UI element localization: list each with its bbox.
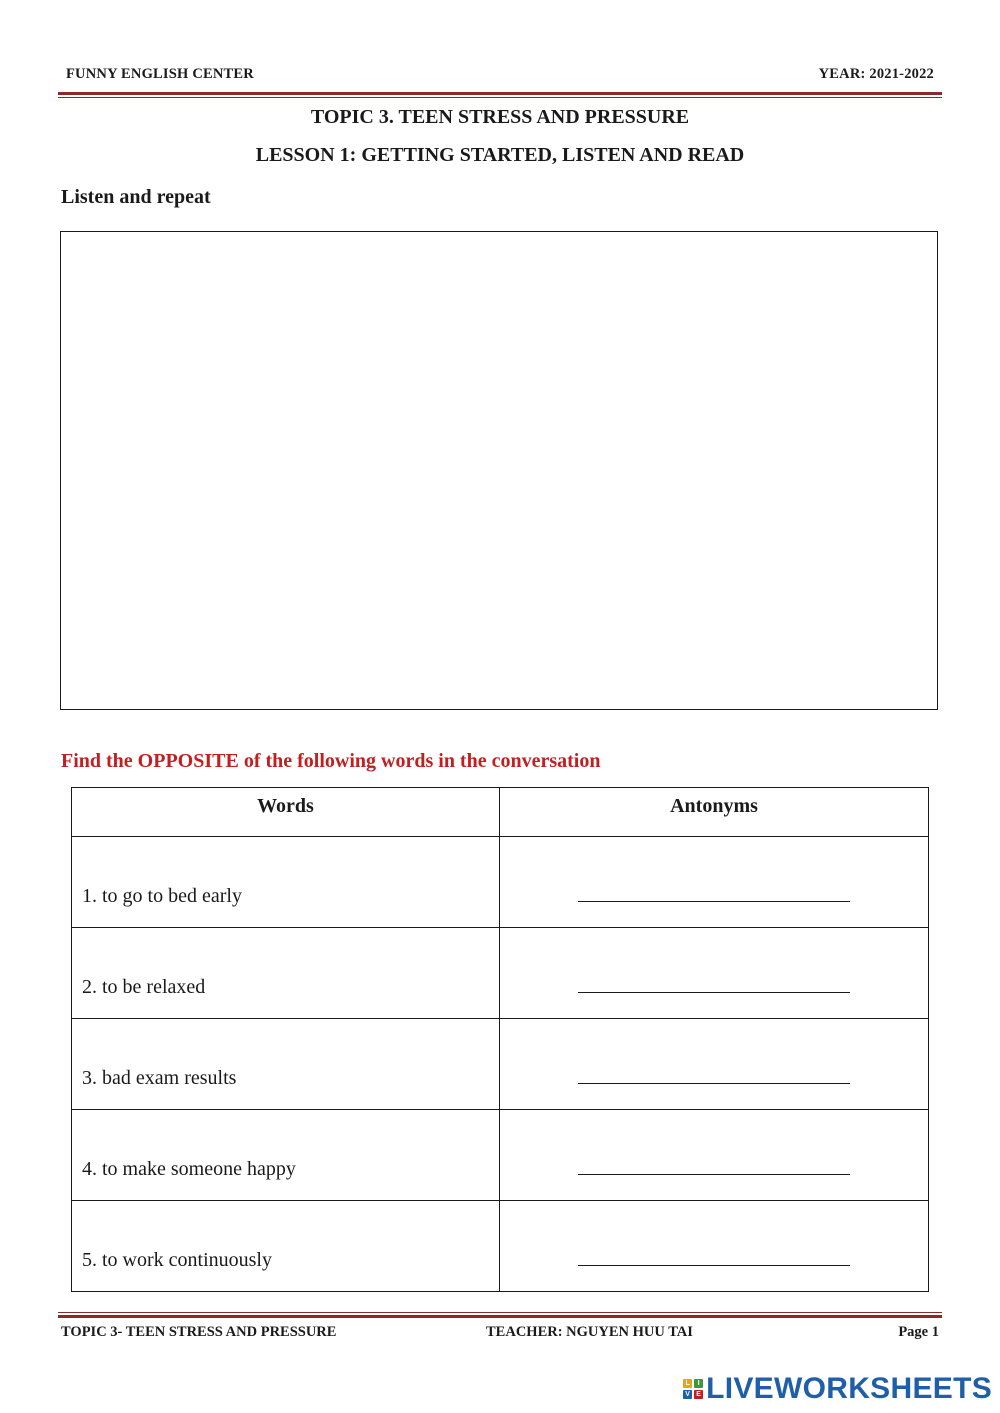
answer-input-5[interactable]	[578, 1245, 850, 1266]
word-cell	[72, 1019, 500, 1110]
table-row	[72, 837, 929, 928]
topic-title: TOPIC 3. TEEN STRESS AND PRESSURE	[310, 106, 690, 128]
liveworksheets-brand[interactable]	[683, 1372, 992, 1406]
table-row	[72, 1019, 929, 1110]
logo-tile: E	[694, 1390, 703, 1399]
media-placeholder-box[interactable]	[60, 231, 938, 710]
header-divider-thin	[58, 97, 942, 98]
footer-divider-thin	[58, 1312, 942, 1313]
answer-cell	[500, 1110, 929, 1201]
word-cell	[72, 928, 500, 1019]
answer-cell	[500, 928, 929, 1019]
liveworksheets-logo-icon	[683, 1379, 703, 1399]
brand-name: LIVEWORKSHEETS	[706, 1372, 992, 1405]
lesson-title: LESSON 1: GETTING STARTED, LISTEN AND READ	[255, 144, 745, 166]
answer-input-2[interactable]	[578, 972, 850, 993]
header-year: YEAR: 2021-2022	[818, 66, 934, 82]
answer-cell	[500, 837, 929, 928]
footer-divider	[58, 1312, 942, 1320]
word-text: 4. to make someone happy	[82, 1158, 296, 1180]
column-header-words: Words	[72, 788, 500, 837]
logo-tile: I	[694, 1379, 703, 1388]
table-row	[72, 1110, 929, 1201]
word-text: 5. to work continuously	[82, 1249, 272, 1271]
header-school-name: FUNNY ENGLISH CENTER	[66, 66, 254, 82]
footer-teacher: TEACHER: NGUYEN HUU TAI	[486, 1324, 693, 1340]
header-divider-thick	[58, 92, 942, 95]
word-cell	[72, 837, 500, 928]
logo-tile: L	[683, 1379, 692, 1388]
word-text: 2. to be relaxed	[82, 976, 206, 998]
table-row	[72, 1201, 929, 1292]
word-text: 3. bad exam results	[82, 1067, 237, 1089]
answer-cell	[500, 1201, 929, 1292]
word-text: 1. to go to bed early	[82, 885, 242, 907]
footer-page-number: Page 1	[898, 1324, 939, 1340]
logo-tile: V	[683, 1390, 692, 1399]
listen-heading: Listen and repeat	[61, 186, 211, 208]
answer-input-1[interactable]	[578, 881, 850, 902]
footer-divider-thick	[58, 1315, 942, 1318]
antonyms-table	[71, 787, 929, 1292]
answer-input-4[interactable]	[578, 1154, 850, 1175]
exercise-instruction: Find the OPPOSITE of the following words in the conversation	[61, 750, 601, 772]
answer-input-3[interactable]	[578, 1063, 850, 1084]
word-cell	[72, 1110, 500, 1201]
word-cell	[72, 1201, 500, 1292]
table-row	[72, 928, 929, 1019]
answer-cell	[500, 1019, 929, 1110]
table-header-row	[72, 788, 929, 837]
header-divider	[58, 92, 942, 100]
footer-topic: TOPIC 3- TEEN STRESS AND PRESSURE	[61, 1324, 337, 1340]
column-header-antonyms: Antonyms	[500, 788, 929, 837]
